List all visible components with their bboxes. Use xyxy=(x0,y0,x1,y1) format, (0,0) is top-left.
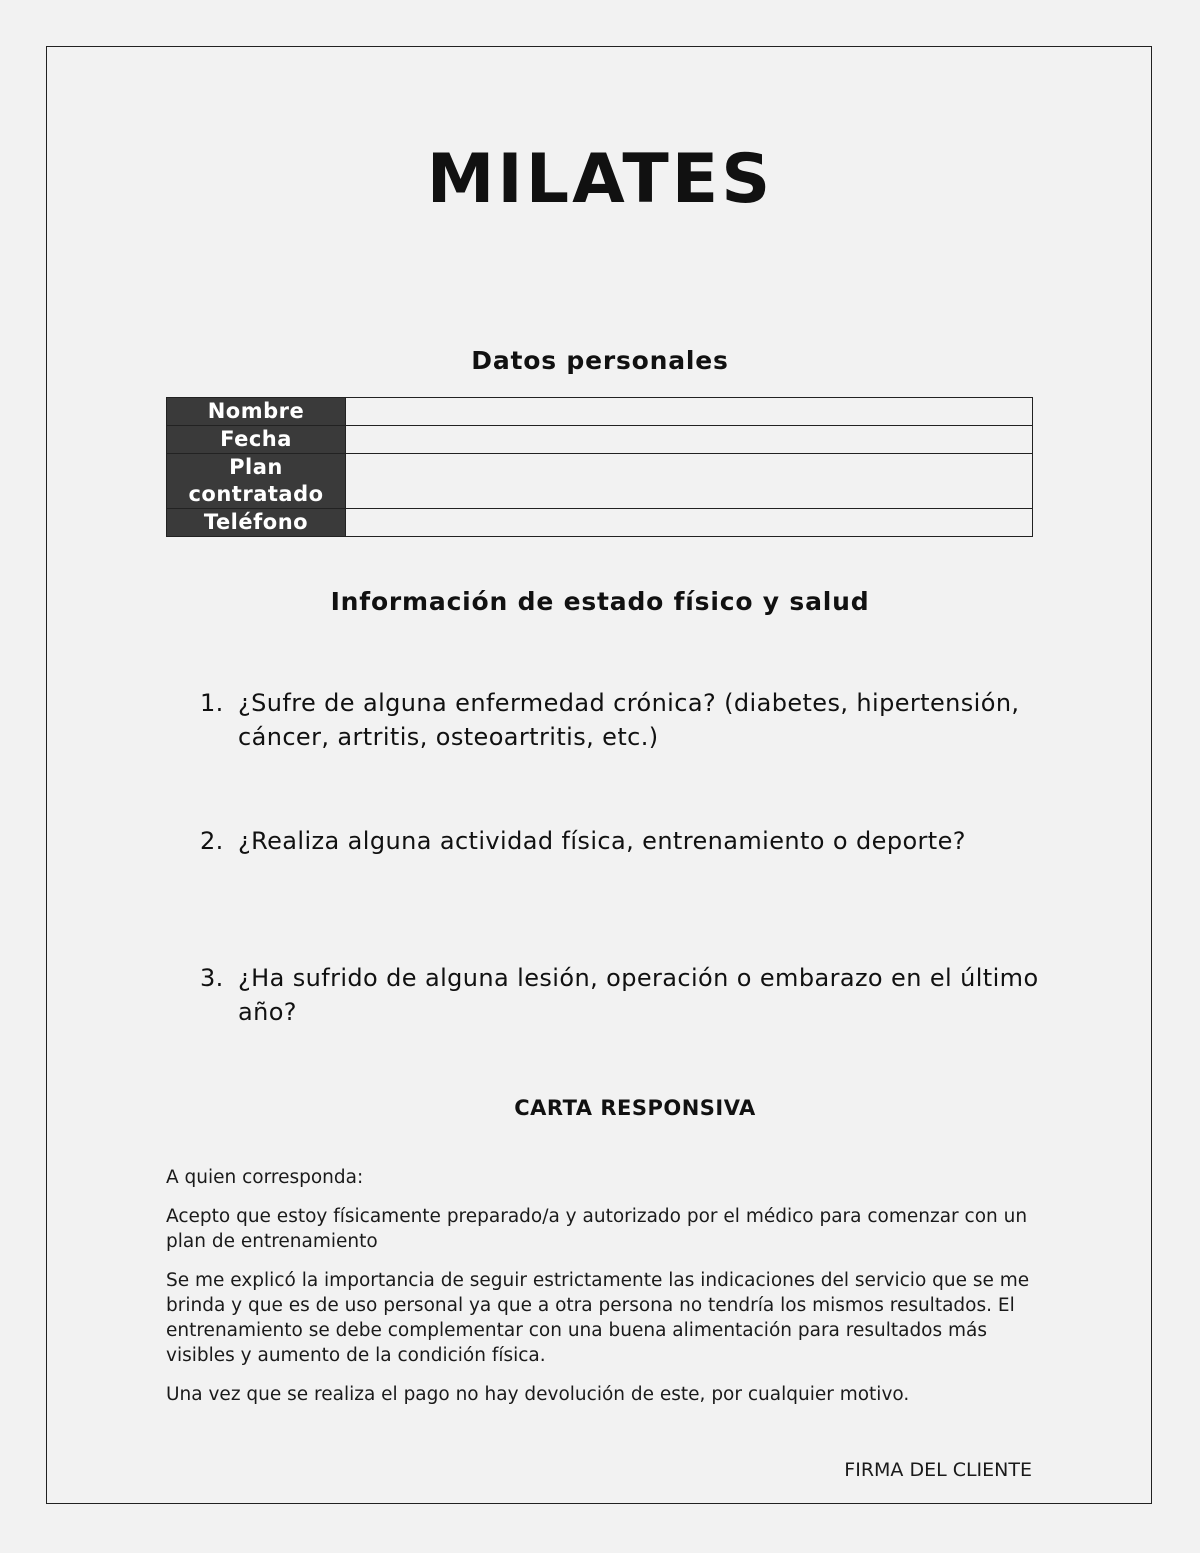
nombre-label: Nombre xyxy=(167,398,346,426)
plan-contratado-label: Plan contratado xyxy=(167,454,346,509)
fecha-label: Fecha xyxy=(167,426,346,454)
question-number: 3. xyxy=(200,964,224,992)
question-text: ¿Realiza alguna actividad física, entrenamiento o deporte? xyxy=(238,827,966,855)
table-row xyxy=(167,509,1033,537)
plan-contratado-field[interactable] xyxy=(346,454,1033,509)
health-info-heading: Información de estado físico y salud xyxy=(330,587,870,616)
signature-label: FIRMA DEL CLIENTE xyxy=(844,1459,1032,1481)
telefono-field[interactable] xyxy=(346,509,1033,537)
paragraph: Acepto que estoy físicamente preparado/a y autorizado por el médico para comenzar con un plan de entrenamiento xyxy=(166,1206,1028,1252)
table-row xyxy=(167,454,1033,509)
personal-data-table xyxy=(166,397,1033,537)
carta-responsiva-heading: CARTA RESPONSIVA xyxy=(514,1096,756,1120)
paragraph: Una vez que se realiza el pago no hay devolución de este, por cualquier motivo. xyxy=(166,1384,910,1405)
question-text: ¿Ha sufrido de alguna lesión, operación o embarazo en el último año? xyxy=(238,964,1039,1026)
salutation: A quien corresponda: xyxy=(166,1167,364,1188)
paragraph: Se me explicó la importancia de seguir estrictamente las indicaciones del servicio que se me brinda y que es de uso personal ya que a otra persona no tendría los mismos resultados. El entrenamiento se debe complementar con una buena alimentación para resultados más visibles y aumento de la condición física. xyxy=(166,1270,1030,1366)
fecha-field[interactable] xyxy=(346,426,1033,454)
list-item xyxy=(200,824,1050,858)
question-text: ¿Sufre de alguna enfermedad crónica? (diabetes, hipertensión, cáncer, artritis, osteoartritis, etc.) xyxy=(238,689,1020,751)
nombre-field[interactable] xyxy=(346,398,1033,426)
question-number: 2. xyxy=(200,827,224,855)
document-title: MILATES xyxy=(426,140,774,219)
personal-data-heading: Datos personales xyxy=(471,346,729,375)
telefono-label: Teléfono xyxy=(167,509,346,537)
carta-body xyxy=(166,1165,1036,1421)
table-row xyxy=(167,426,1033,454)
question-number: 1. xyxy=(200,689,224,717)
list-item xyxy=(200,961,1050,1029)
table-row xyxy=(167,398,1033,426)
list-item xyxy=(200,686,1050,754)
